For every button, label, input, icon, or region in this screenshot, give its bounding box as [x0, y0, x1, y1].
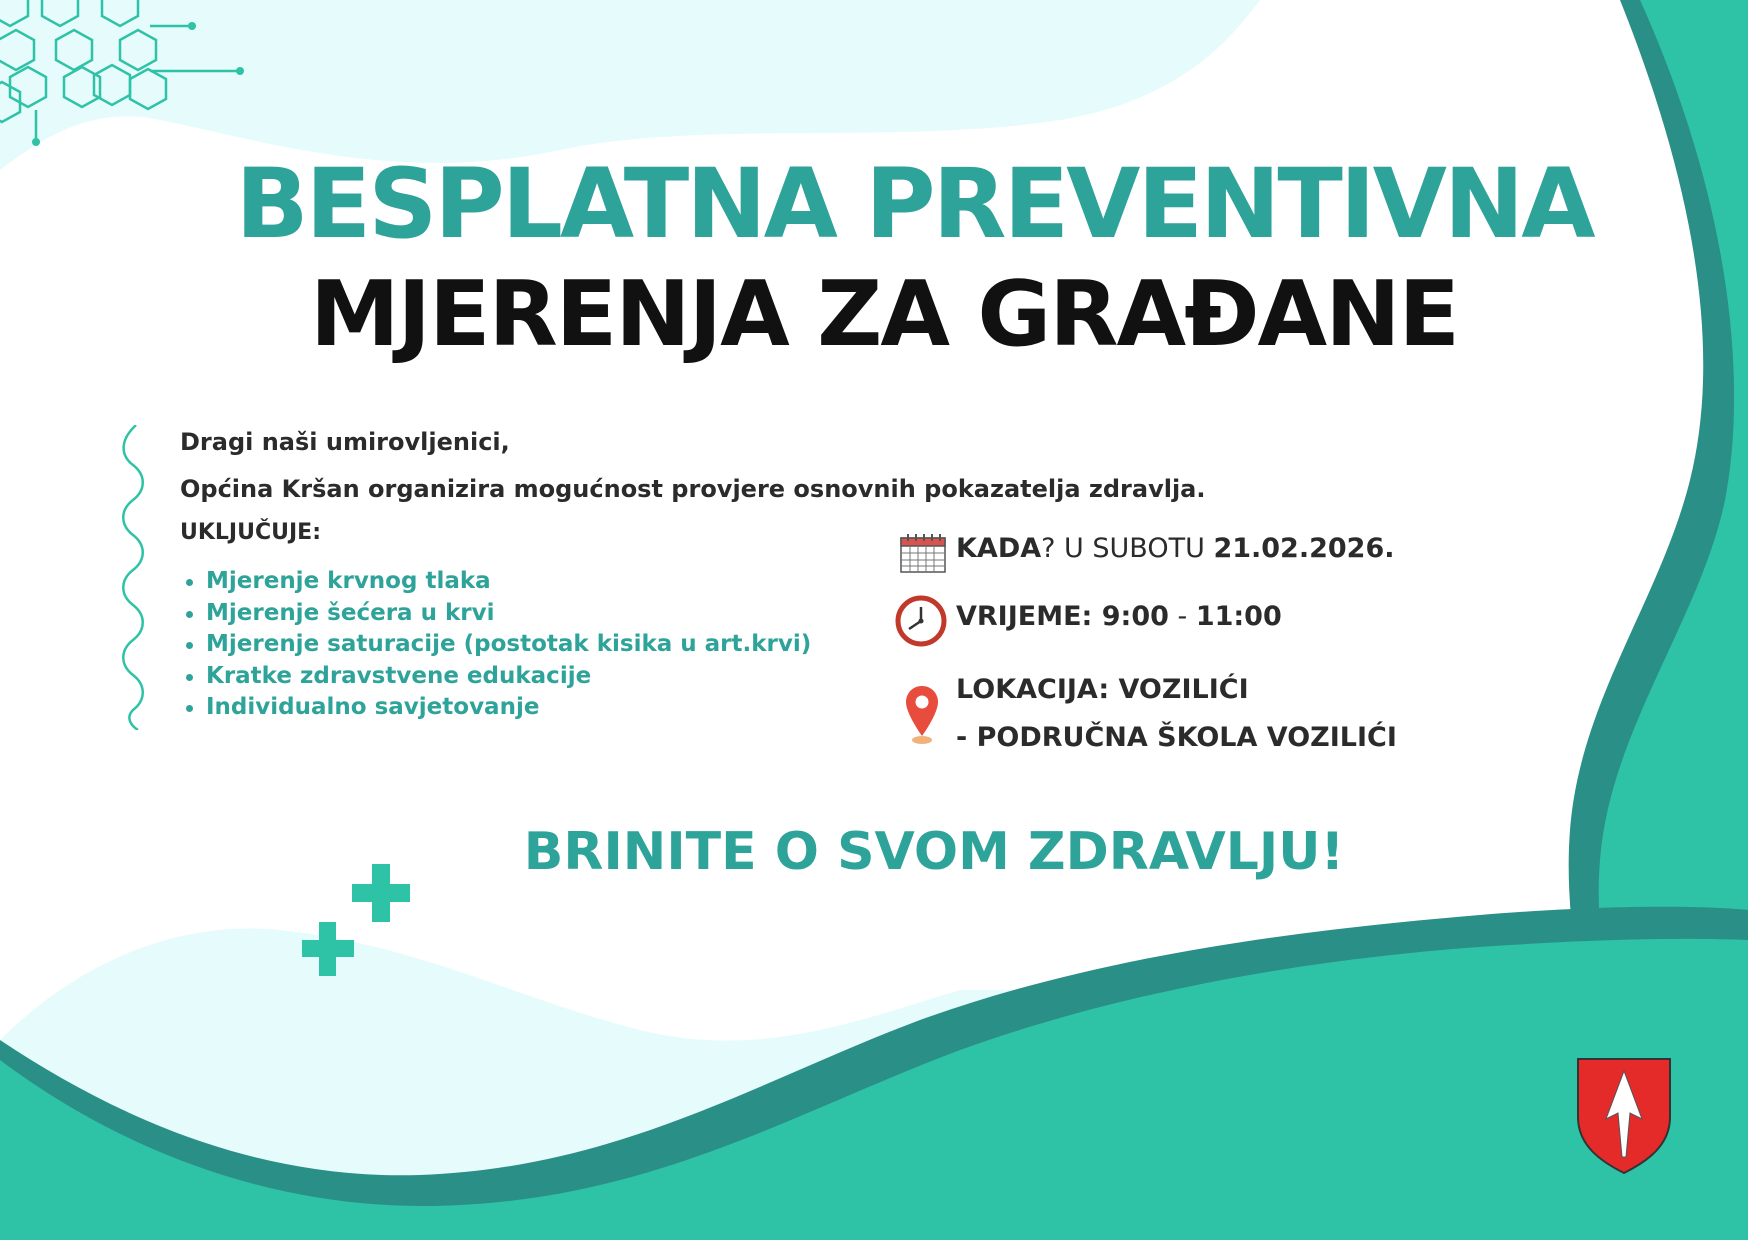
map-pin-icon — [904, 684, 940, 746]
time-separator: - — [1168, 601, 1196, 632]
includes-label: UKLJUČUJE: — [180, 520, 322, 545]
intro-text: Općina Kršan organizira mogućnost provjere osnovnih pokazatelja zdravlja. — [180, 475, 1206, 503]
when-label: KADA — [956, 533, 1042, 564]
when-text: ? U SUBOTU — [1041, 533, 1214, 564]
title-line-1: BESPLATNA PREVENTIVNA — [235, 148, 1593, 260]
list-item: Kratke zdravstvene edukacije — [186, 661, 811, 693]
slogan: BRINITE O SVOM ZDRAVLJU! — [523, 822, 1345, 882]
calendar-icon — [898, 532, 948, 574]
time-line — [956, 601, 1282, 632]
list-item: Mjerenje krvnog tlaka — [186, 566, 811, 598]
list-item: Individualno savjetovanje — [186, 692, 811, 724]
when-date: 21.02.2026. — [1213, 533, 1395, 564]
time-end: 11:00 — [1195, 601, 1282, 632]
list-item: Mjerenje šećera u krvi — [186, 598, 811, 630]
time-label: VRIJEME: 9:00 — [956, 601, 1169, 632]
when-line — [956, 533, 1395, 564]
greeting: Dragi naši umirovljenici, — [180, 428, 510, 456]
clock-icon — [895, 595, 947, 647]
wavy-line-decoration — [118, 425, 148, 730]
services-list — [186, 566, 811, 724]
location-line-2: - PODRUČNA ŠKOLA VOZILIĆI — [956, 722, 1397, 753]
plus-cross-icon — [300, 862, 415, 977]
coat-of-arms-icon — [1576, 1057, 1672, 1175]
list-item: Mjerenje saturacije (postotak kisika u art.krvi) — [186, 629, 811, 661]
title-line-2: MJERENJA ZA GRAĐANE — [309, 262, 1459, 367]
location-line-1: LOKACIJA: VOZILIĆI — [956, 674, 1249, 705]
